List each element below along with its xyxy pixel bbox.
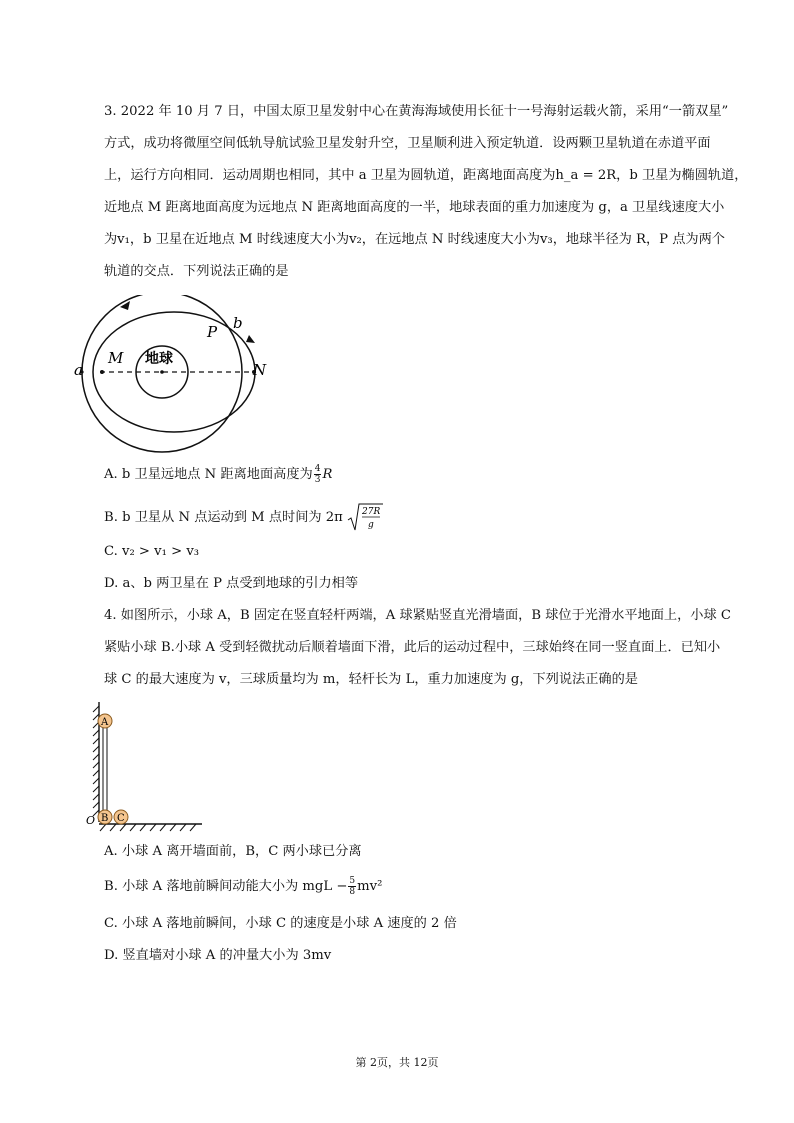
fraction: $\frac{4}{3}$ [314, 464, 321, 485]
q3-line-4: 近地点 M 距离地面高度为远地点 N 距离地面高度的一半，地球表面的重力加速度为 g，a 卫星线速度大小 [104, 200, 725, 215]
ball-a-label: A [101, 717, 109, 728]
q3-option-c: C. v₂ > v₁ > v₃ [104, 544, 200, 559]
q4-line-2: 紧贴小球 B.小球 A 受到轻微扰动后顺着墙面下滑，此后的运动过程中，三球始终在同一竖直面上．已知小 [104, 640, 721, 655]
q3-option-d: D. a、b 两卫星在 P 点受到地球的引力相等 [104, 576, 359, 591]
q3-option-b: B. b 卫星从 N 点运动到 M 点时间为 2π 27R g [104, 502, 383, 533]
q4-option-a: A. 小球 A 离开墙面前，B，C 两小球已分离 [104, 844, 362, 859]
q3-line-5: 为v₁，b 卫星在近地点 M 时线速度大小为v₂，在远地点 N 时线速度大小为v₃，地球半径为 R，P 点为两个 [104, 232, 725, 247]
q3-line-2: 方式，成功将微厘空间低轨导航试验卫星发射升空，卫星顺利进入预定轨道．设两颗卫星轨道在赤道平面 [104, 136, 711, 151]
q3-line-1: 3. 2022 年 10 月 7 日，中国太原卫星发射中心在黄海海域使用长征十一号海射运载火箭，采用“一箭双星” [104, 104, 729, 119]
sqrt-denominator: g [368, 520, 374, 530]
ball-c-label: C [117, 813, 125, 824]
fraction: $\frac{5}{8}$ [349, 876, 356, 897]
q4-option-c: C. 小球 A 落地前瞬间，小球 C 的速度是小球 A 速度的 2 倍 [104, 916, 457, 931]
orbit-diagram [70, 295, 270, 455]
ground-hatching [100, 824, 196, 831]
label-b: b [233, 314, 243, 332]
q4-line-1: 4. 如图所示，小球 A，B 固定在竖直轻杆两端，A 球紧贴竖直光滑墙面，B 球位于光滑水平地面上，小球 C [104, 608, 731, 623]
square-root [347, 502, 383, 533]
point-M-dot [100, 370, 104, 374]
sqrt-numerator: 27R [362, 507, 381, 517]
q3-option-a: A. b 卫星远地点 N 距离地面高度为 $\frac{4}{3}$ R [104, 464, 333, 485]
q4-option-b: B. 小球 A 落地前瞬间动能大小为 mgL − $\frac{5}{8}$ mv² [104, 876, 383, 897]
q3-line-6: 轨道的交点．下列说法正确的是 [104, 264, 289, 279]
label-O: O [86, 814, 96, 827]
label-P: P [207, 323, 218, 341]
orbit-b-arrow-icon [246, 335, 255, 343]
label-N: N [253, 361, 267, 379]
rod-wall-diagram [84, 700, 214, 835]
earth-label: 地球 [145, 351, 173, 367]
page-footer: 第 2页，共 12页 [355, 1056, 439, 1069]
q4-line-3: 球 C 的最大速度为 v，三球质量均为 m，轻杆长为 L，重力加速度为 g，下列说法正确的是 [104, 672, 638, 687]
label-a: a [74, 361, 83, 379]
q3-line-3: 上，运行方向相同．运动周期也相同，其中 a 卫星为圆轨道，距离地面高度为h_a = 2R，b 卫星为椭圆轨道， [104, 168, 748, 183]
label-M: M [108, 349, 124, 367]
ball-b-label: B [101, 813, 109, 824]
light-rod [103, 727, 107, 813]
q4-option-d: D. 竖直墙对小球 A 的冲量大小为 3mv [104, 948, 332, 963]
